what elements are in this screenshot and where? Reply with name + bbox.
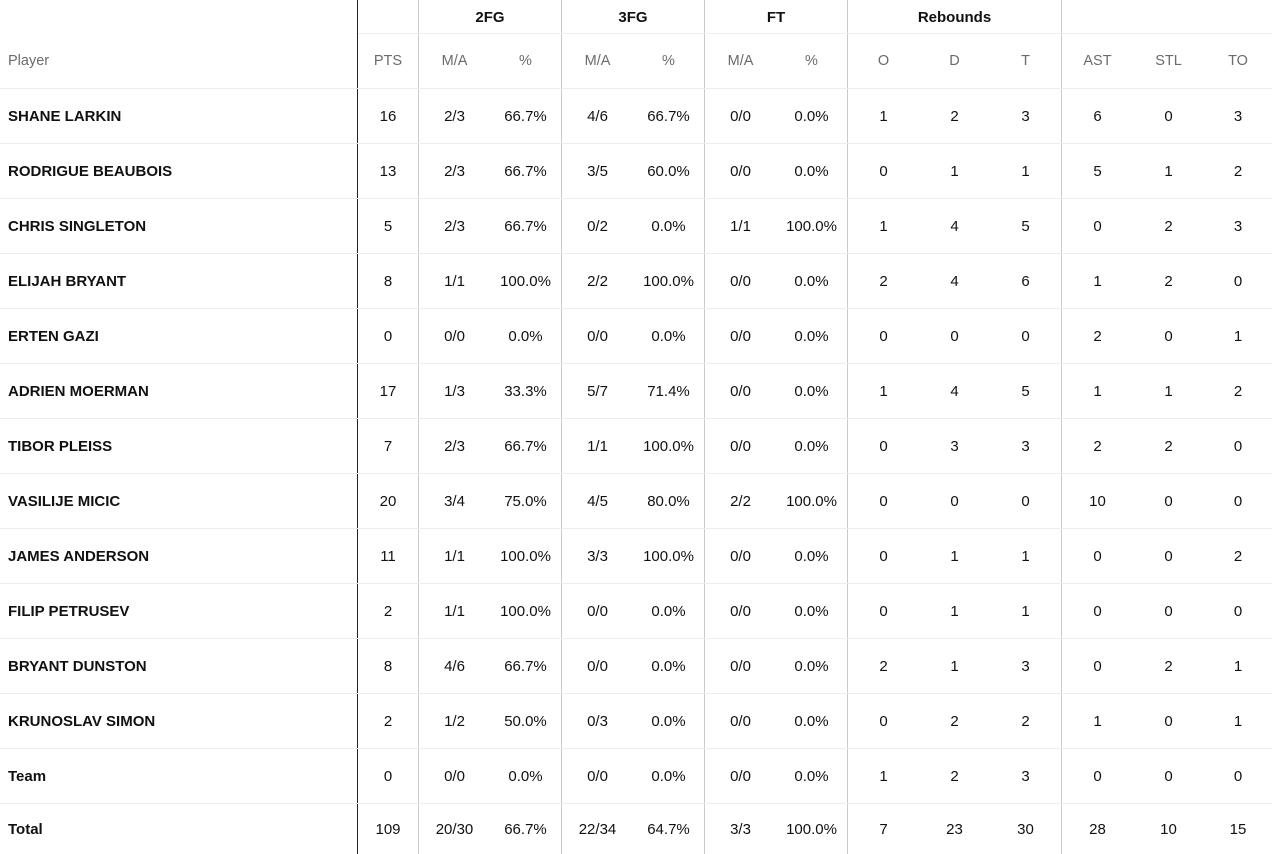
column-header-stl[interactable]: STL: [1155, 53, 1182, 69]
cell-2fg-ma: 1/1: [444, 272, 465, 290]
cell-3fg-ma: 4/5: [587, 492, 608, 510]
cell-ast: 10: [1089, 492, 1106, 510]
column-header-2fg-ma[interactable]: M/A: [441, 53, 468, 69]
cell-3fg-pct: 0.0%: [651, 602, 686, 620]
cell-stl: 0: [1164, 327, 1173, 345]
table-row: [0, 364, 1272, 419]
cell-reb-d: 23: [946, 820, 963, 838]
cell-ast: 2: [1093, 437, 1102, 455]
table-row: [0, 529, 1272, 584]
cell-ft-pct: 0.0%: [794, 602, 829, 620]
cell-reb-o: 1: [879, 382, 888, 400]
player-name[interactable]: SHANE LARKIN: [8, 107, 122, 125]
cell-to: 15: [1229, 820, 1247, 838]
column-header-to[interactable]: TO: [1228, 53, 1248, 69]
table-row: [0, 199, 1272, 254]
cell-reb-o: 1: [879, 107, 888, 125]
cell-reb-o: 0: [879, 602, 888, 620]
cell-3fg-ma: 22/34: [578, 820, 617, 838]
player-name: Team: [8, 767, 47, 785]
cell-to: 2: [1233, 547, 1243, 565]
table-row: [0, 694, 1272, 749]
cell-reb-d: 2: [950, 767, 959, 785]
cell-ast: 0: [1093, 217, 1102, 235]
total-label: Total: [8, 820, 43, 838]
cell-reb-d: 4: [950, 217, 959, 235]
cell-reb-t: 6: [1021, 272, 1030, 290]
cell-2fg-pct: 66.7%: [504, 820, 547, 838]
cell-to: 1: [1233, 712, 1243, 730]
cell-ft-ma: 0/0: [730, 712, 751, 730]
cell-to: 1: [1233, 657, 1243, 675]
cell-3fg-pct: 100.0%: [643, 272, 694, 290]
cell-reb-d: 2: [950, 712, 959, 730]
cell-reb-d: 1: [950, 657, 959, 675]
cell-ft-ma: 0/0: [730, 602, 751, 620]
player-name[interactable]: BRYANT DUNSTON: [8, 657, 147, 675]
cell-reb-o: 0: [879, 327, 888, 345]
cell-2fg-pct: 66.7%: [504, 162, 547, 180]
cell-reb-o: 0: [879, 162, 888, 180]
cell-ft-pct: 0.0%: [794, 107, 829, 125]
cell-2fg-pct: 33.3%: [504, 382, 547, 400]
cell-reb-t: 3: [1021, 437, 1030, 455]
cell-ft-ma: 1/1: [730, 217, 751, 235]
cell-2fg-ma: 1/1: [444, 602, 465, 620]
column-header-reb-d[interactable]: D: [949, 53, 960, 69]
cell-reb-t: 5: [1021, 382, 1030, 400]
cell-3fg-ma: 3/5: [587, 162, 608, 180]
table-row: [0, 144, 1272, 199]
cell-stl: 0: [1164, 602, 1173, 620]
cell-2fg-ma: 2/3: [444, 107, 465, 125]
cell-reb-o: 0: [879, 547, 888, 565]
cell-2fg-pct: 100.0%: [500, 547, 551, 565]
cell-2fg-pct: 100.0%: [500, 272, 551, 290]
cell-reb-d: 0: [950, 492, 959, 510]
cell-reb-t: 3: [1021, 767, 1030, 785]
cell-3fg-pct: 100.0%: [643, 437, 694, 455]
cell-ft-ma: 0/0: [730, 767, 751, 785]
cell-2fg-ma: 0/0: [444, 767, 465, 785]
cell-pts: 7: [383, 437, 393, 455]
cell-ft-pct: 0.0%: [794, 382, 829, 400]
cell-ast: 0: [1093, 547, 1102, 565]
cell-3fg-ma: 3/3: [587, 547, 608, 565]
group-header-rebounds: Rebounds: [917, 8, 992, 26]
cell-ast: 0: [1093, 657, 1102, 675]
column-header-row: [0, 34, 1272, 89]
cell-3fg-ma: 0/3: [587, 712, 608, 730]
cell-3fg-pct: 64.7%: [647, 820, 690, 838]
cell-ft-ma: 0/0: [730, 657, 751, 675]
cell-3fg-pct: 71.4%: [647, 382, 690, 400]
cell-to: 2: [1233, 382, 1243, 400]
cell-2fg-pct: 50.0%: [504, 712, 547, 730]
cell-pts: 17: [379, 382, 397, 400]
cell-reb-t: 2: [1021, 712, 1030, 730]
cell-3fg-pct: 0.0%: [651, 767, 686, 785]
cell-3fg-pct: 100.0%: [643, 547, 694, 565]
cell-pts: 8: [383, 272, 393, 290]
cell-3fg-pct: 0.0%: [651, 712, 686, 730]
table-row: [0, 89, 1272, 144]
cell-2fg-ma: 2/3: [444, 437, 465, 455]
cell-ft-pct: 0.0%: [794, 327, 829, 345]
cell-stl: 0: [1164, 712, 1173, 730]
cell-2fg-ma: 2/3: [444, 217, 465, 235]
cell-ft-pct: 100.0%: [786, 492, 837, 510]
cell-ast: 1: [1093, 272, 1102, 290]
cell-reb-o: 0: [879, 492, 888, 510]
cell-reb-d: 1: [950, 602, 959, 620]
cell-ft-pct: 0.0%: [794, 547, 829, 565]
cell-reb-o: 7: [879, 820, 888, 838]
player-name[interactable]: ADRIEN MOERMAN: [8, 382, 149, 400]
cell-ft-pct: 0.0%: [794, 657, 829, 675]
cell-pts: 20: [379, 492, 397, 510]
player-name[interactable]: JAMES ANDERSON: [8, 547, 150, 565]
cell-reb-o: 2: [879, 272, 888, 290]
column-header-3fg-pct[interactable]: %: [662, 53, 675, 69]
cell-reb-d: 1: [950, 162, 959, 180]
cell-to: 0: [1233, 492, 1243, 510]
player-name[interactable]: FILIP PETRUSEV: [8, 602, 130, 620]
cell-2fg-pct: 66.7%: [504, 107, 547, 125]
cell-ft-ma: 2/2: [730, 492, 751, 510]
column-header-pts[interactable]: PTS: [373, 53, 403, 69]
cell-reb-t: 1: [1021, 602, 1030, 620]
cell-to: 2: [1233, 162, 1243, 180]
cell-to: 0: [1233, 437, 1243, 455]
cell-3fg-ma: 0/0: [587, 657, 608, 675]
player-name[interactable]: RODRIGUE BEAUBOIS: [8, 162, 173, 180]
cell-ft-pct: 0.0%: [794, 162, 829, 180]
cell-reb-t: 1: [1021, 547, 1030, 565]
cell-pts: 2: [383, 602, 393, 620]
cell-stl: 0: [1164, 492, 1173, 510]
table-row: [0, 309, 1272, 364]
cell-3fg-ma: 0/0: [587, 767, 608, 785]
cell-to: 0: [1233, 602, 1243, 620]
cell-ft-pct: 100.0%: [786, 217, 837, 235]
cell-3fg-ma: 5/7: [587, 382, 608, 400]
cell-pts: 8: [383, 657, 393, 675]
cell-pts: 13: [379, 162, 397, 180]
table-row: [0, 749, 1272, 804]
column-header-player[interactable]: Player: [8, 53, 50, 69]
group-header-ft: FT: [766, 8, 786, 26]
cell-ft-ma: 0/0: [730, 547, 751, 565]
player-name[interactable]: CHRIS SINGLETON: [8, 217, 147, 235]
cell-pts: 2: [383, 712, 393, 730]
cell-3fg-pct: 66.7%: [647, 107, 690, 125]
player-name[interactable]: KRUNOSLAV SIMON: [8, 712, 156, 730]
cell-reb-d: 4: [950, 272, 959, 290]
cell-3fg-pct: 0.0%: [651, 657, 686, 675]
player-name[interactable]: VASILIJE MICIC: [8, 492, 121, 510]
column-header-reb-t[interactable]: T: [1021, 53, 1030, 69]
cell-2fg-pct: 100.0%: [500, 602, 551, 620]
cell-ft-ma: 0/0: [730, 382, 751, 400]
cell-reb-t: 1: [1021, 162, 1030, 180]
cell-2fg-pct: 0.0%: [508, 327, 543, 345]
cell-ast: 2: [1093, 327, 1102, 345]
cell-3fg-pct: 0.0%: [651, 217, 686, 235]
cell-reb-d: 2: [950, 107, 959, 125]
cell-to: 3: [1233, 217, 1243, 235]
cell-stl: 1: [1164, 382, 1173, 400]
cell-3fg-ma: 0/2: [587, 217, 608, 235]
cell-pts: 0: [383, 327, 393, 345]
player-name[interactable]: ERTEN GAZI: [8, 327, 99, 345]
cell-ft-ma: 0/0: [730, 272, 751, 290]
table-row: [0, 639, 1272, 694]
cell-ast: 28: [1089, 820, 1106, 838]
cell-stl: 2: [1164, 657, 1173, 675]
table-row: [0, 254, 1272, 309]
cell-reb-t: 3: [1021, 107, 1030, 125]
cell-pts: 16: [379, 107, 397, 125]
cell-reb-t: 30: [1017, 820, 1034, 838]
column-header-ft-ma[interactable]: M/A: [727, 53, 754, 69]
cell-reb-t: 3: [1021, 657, 1030, 675]
group-header-3fg: 3FG: [618, 8, 648, 26]
cell-stl: 2: [1164, 437, 1173, 455]
cell-ft-ma: 0/0: [730, 327, 751, 345]
cell-stl: 0: [1164, 767, 1173, 785]
group-header-2fg: 2FG: [475, 8, 505, 26]
cell-2fg-ma: 1/2: [444, 712, 465, 730]
cell-stl: 2: [1164, 217, 1173, 235]
cell-3fg-ma: 1/1: [587, 437, 608, 455]
cell-reb-t: 5: [1021, 217, 1030, 235]
cell-ft-ma: 0/0: [730, 437, 751, 455]
cell-reb-o: 0: [879, 712, 888, 730]
cell-2fg-pct: 66.7%: [504, 657, 547, 675]
cell-stl: 10: [1160, 820, 1177, 838]
cell-reb-o: 0: [879, 437, 888, 455]
cell-ft-pct: 0.0%: [794, 437, 829, 455]
cell-2fg-pct: 66.7%: [504, 437, 547, 455]
cell-to: 1: [1233, 327, 1243, 345]
cell-2fg-ma: 4/6: [444, 657, 465, 675]
cell-ast: 0: [1093, 767, 1102, 785]
cell-ast: 5: [1093, 162, 1102, 180]
cell-to: 0: [1233, 767, 1243, 785]
cell-ft-pct: 100.0%: [786, 820, 837, 838]
cell-3fg-pct: 60.0%: [647, 162, 690, 180]
cell-2fg-ma: 20/30: [435, 820, 474, 838]
cell-3fg-ma: 2/2: [587, 272, 608, 290]
cell-2fg-ma: 0/0: [444, 327, 465, 345]
column-header-3fg-ma[interactable]: M/A: [584, 53, 611, 69]
cell-to: 0: [1233, 272, 1243, 290]
cell-reb-d: 1: [950, 547, 959, 565]
cell-pts: 11: [380, 547, 396, 565]
cell-ft-ma: 0/0: [730, 162, 751, 180]
cell-3fg-ma: 4/6: [587, 107, 608, 125]
column-header-ast[interactable]: AST: [1083, 53, 1112, 69]
cell-ft-ma: 0/0: [730, 107, 751, 125]
cell-pts: 5: [383, 217, 393, 235]
cell-ft-ma: 3/3: [730, 820, 751, 838]
column-header-2fg-pct[interactable]: %: [519, 53, 532, 69]
cell-ft-pct: 0.0%: [794, 767, 829, 785]
cell-reb-o: 1: [879, 767, 888, 785]
cell-pts: 109: [375, 820, 401, 838]
cell-3fg-pct: 80.0%: [647, 492, 690, 510]
cell-reb-t: 0: [1021, 492, 1030, 510]
player-name[interactable]: TIBOR PLEISS: [8, 437, 113, 455]
player-name[interactable]: ELIJAH BRYANT: [8, 272, 127, 290]
cell-2fg-pct: 66.7%: [504, 217, 547, 235]
cell-stl: 1: [1164, 162, 1173, 180]
table-row: [0, 474, 1272, 529]
cell-stl: 0: [1164, 107, 1173, 125]
cell-stl: 2: [1164, 272, 1173, 290]
cell-ast: 0: [1093, 602, 1102, 620]
cell-2fg-pct: 75.0%: [504, 492, 547, 510]
cell-reb-d: 4: [950, 382, 959, 400]
table-row: [0, 584, 1272, 639]
table-row: [0, 419, 1272, 474]
cell-stl: 0: [1164, 547, 1173, 565]
total-row: [0, 804, 1272, 854]
cell-reb-d: 3: [950, 437, 959, 455]
cell-3fg-ma: 0/0: [587, 327, 608, 345]
cell-ast: 1: [1093, 712, 1102, 730]
cell-2fg-ma: 1/1: [444, 547, 465, 565]
cell-ft-pct: 0.0%: [794, 712, 829, 730]
cell-ast: 6: [1093, 107, 1102, 125]
column-header-reb-o[interactable]: O: [877, 53, 890, 69]
cell-reb-o: 1: [879, 217, 888, 235]
cell-reb-t: 0: [1021, 327, 1030, 345]
cell-2fg-ma: 2/3: [444, 162, 465, 180]
cell-3fg-pct: 0.0%: [651, 327, 686, 345]
cell-ast: 1: [1093, 382, 1102, 400]
cell-reb-o: 2: [879, 657, 888, 675]
cell-3fg-ma: 0/0: [587, 602, 608, 620]
cell-2fg-pct: 0.0%: [508, 767, 543, 785]
cell-2fg-ma: 1/3: [444, 382, 465, 400]
cell-to: 3: [1233, 107, 1243, 125]
cell-2fg-ma: 3/4: [444, 492, 465, 510]
column-header-ft-pct[interactable]: %: [805, 53, 818, 69]
cell-ft-pct: 0.0%: [794, 272, 829, 290]
cell-reb-d: 0: [950, 327, 959, 345]
cell-pts: 0: [383, 767, 393, 785]
